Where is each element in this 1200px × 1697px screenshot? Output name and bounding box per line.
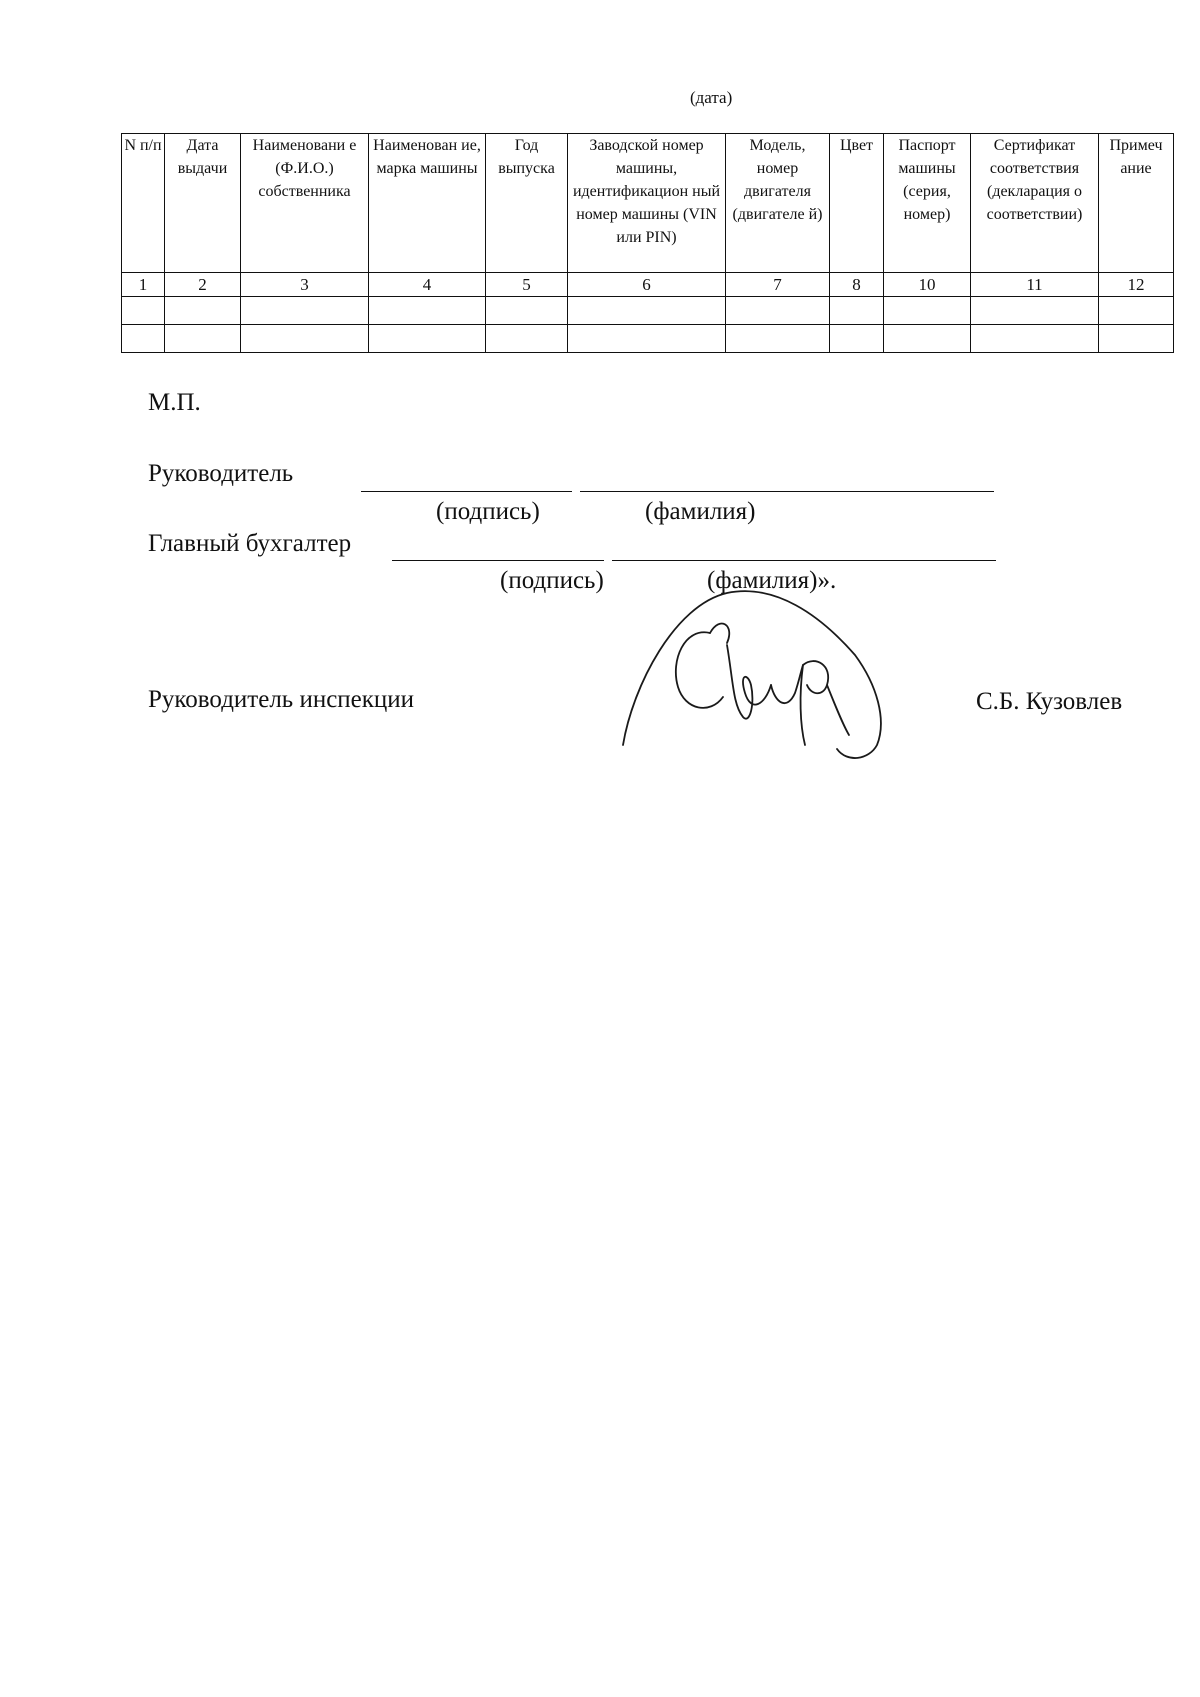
table-cell (971, 297, 1099, 325)
column-number: 7 (726, 273, 830, 297)
head-signature-line (361, 491, 572, 492)
table-row-empty (122, 297, 1174, 325)
column-number: 12 (1099, 273, 1174, 297)
column-number-row (122, 273, 1174, 297)
inspection-head-name: С.Б. Кузовлев (976, 688, 1123, 715)
head-surname-line (580, 491, 994, 492)
column-number: 1 (122, 273, 165, 297)
table-cell (165, 325, 241, 353)
table-cell (369, 297, 486, 325)
table-cell (1099, 297, 1174, 325)
table-cell (1099, 325, 1174, 353)
handwritten-signature (615, 585, 895, 765)
header-engine: Модель, номер двигателя (двигателе й) (726, 134, 830, 273)
table-cell (726, 297, 830, 325)
table-row-empty (122, 325, 1174, 353)
table-cell (726, 325, 830, 353)
table-cell (971, 325, 1099, 353)
table-cell (568, 297, 726, 325)
machines-register-table (121, 133, 1174, 353)
column-number: 6 (568, 273, 726, 297)
head-signature-caption: (подпись) (436, 498, 540, 525)
date-caption: (дата) (690, 88, 733, 107)
table-cell (122, 325, 165, 353)
header-passport: Паспорт машины (серия, номер) (884, 134, 971, 273)
header-note: Примеч ание (1099, 134, 1174, 273)
column-number: 4 (369, 273, 486, 297)
table-cell (884, 297, 971, 325)
table-cell (486, 325, 568, 353)
chief-accountant-label: Главный бухгалтер (148, 530, 352, 557)
table-cell (486, 297, 568, 325)
header-year: Год выпуска (486, 134, 568, 273)
header-machine-brand: Наименован ие, марка машины (369, 134, 486, 273)
header-certificate: Сертификат соответствия (декларация о соответствии) (971, 134, 1099, 273)
table-cell (884, 325, 971, 353)
table-cell (241, 325, 369, 353)
head-label: Руководитель (148, 460, 294, 487)
header-issue-date: Дата выдачи (165, 134, 241, 273)
column-number: 3 (241, 273, 369, 297)
header-number: N п/п (122, 134, 165, 273)
header-color: Цвет (830, 134, 884, 273)
column-number: 10 (884, 273, 971, 297)
table-cell (122, 297, 165, 325)
chief-accountant-surname-caption: (фамилия)». (707, 567, 837, 594)
table-cell (241, 297, 369, 325)
table-cell (830, 325, 884, 353)
header-vin: Заводской номер машины, идентификацион ный номер машины (VIN или PIN) (568, 134, 726, 273)
table-header-row (122, 134, 1174, 273)
table-cell (165, 297, 241, 325)
column-number: 2 (165, 273, 241, 297)
table-cell (568, 325, 726, 353)
inspection-head-label: Руководитель инспекции (148, 686, 415, 713)
column-number: 5 (486, 273, 568, 297)
table-cell (830, 297, 884, 325)
head-surname-caption: (фамилия) (645, 498, 756, 525)
header-owner-name: Наименовани е (Ф.И.О.) собственника (241, 134, 369, 273)
table-cell (369, 325, 486, 353)
chief-accountant-signature-line (392, 560, 604, 561)
chief-accountant-surname-line (612, 560, 996, 561)
column-number: 8 (830, 273, 884, 297)
column-number: 11 (971, 273, 1099, 297)
chief-accountant-signature-caption: (подпись) (500, 567, 604, 594)
stamp-place: М.П. (148, 389, 201, 416)
